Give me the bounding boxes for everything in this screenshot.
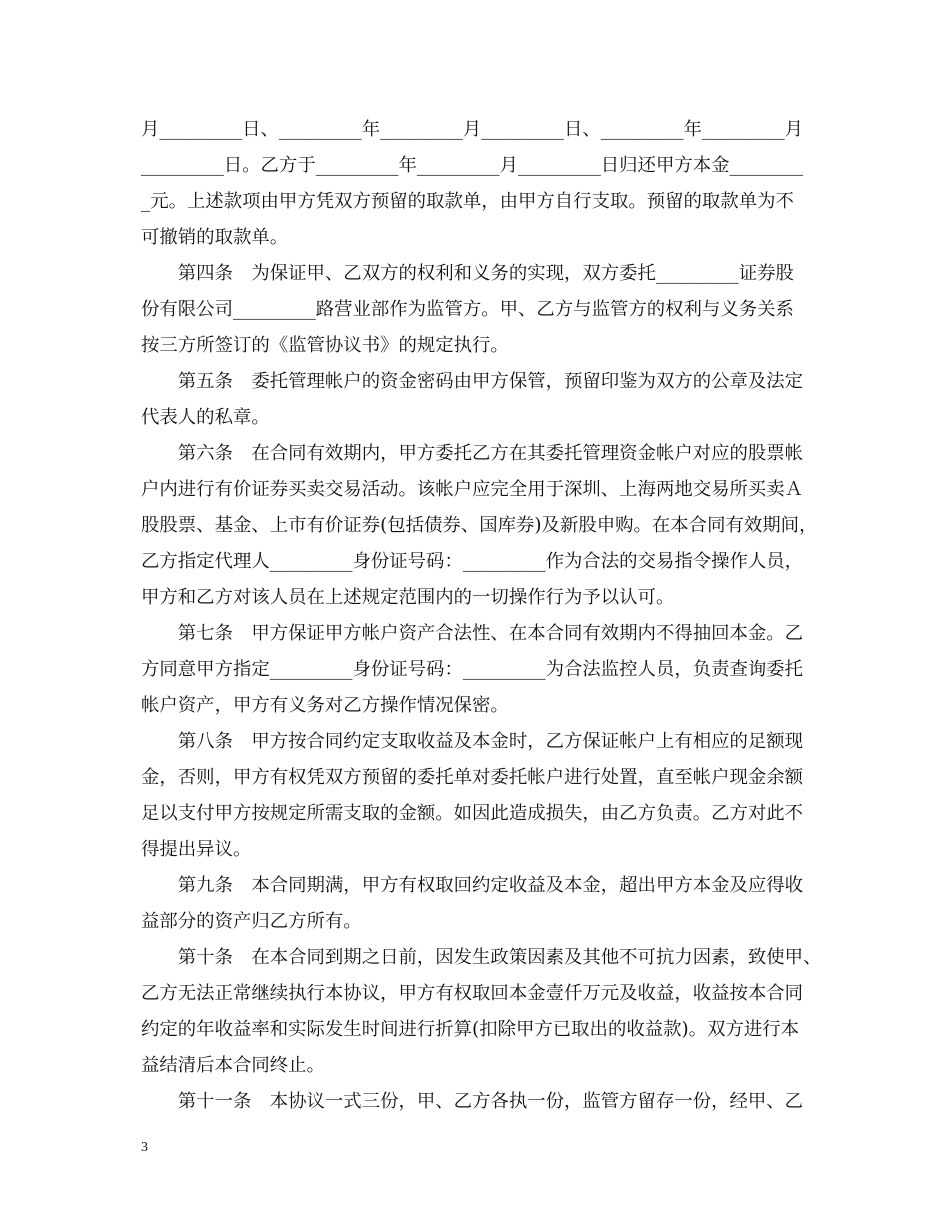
text-line: 甲方和乙方对该人员在上述规定范围内的一切操作行为予以认可。 — [141, 587, 675, 608]
text-line: 足以支付甲方按规定所需支取的金额。如因此造成损失，由乙方负责。乙方对此不 — [141, 803, 804, 824]
text-line: 月_________日、_________年_________月_________日、_________年_________月 — [141, 119, 804, 140]
text-line: 户内进行有价证券买卖交易活动。该帐户应完全用于深圳、上海两地交易所买卖Ａ — [141, 479, 804, 500]
text-line: 第九条 本合同期满，甲方有权取回约定收益及本金，超出甲方本金及应得收 — [141, 875, 804, 896]
text-line: 第六条 在合同有效期内，甲方委托乙方在其委托管理资金帐户对应的股票帐 — [141, 443, 804, 464]
text-line: 按三方所签订的《监管协议书》的规定执行。 — [141, 335, 509, 356]
text-line: 份有限公司_________路营业部作为监管方。甲、乙方与监管方的权利与义务关系 — [141, 299, 794, 320]
text-line: 益部分的资产归乙方所有。 — [141, 911, 362, 932]
text-line: 方同意甲方指定_________身份证号码：_________为合法监控人员，负责查询委托 — [141, 659, 804, 680]
text-line: 第四条 为保证甲、乙双方的权利和义务的实现，双方委托_________证券股 — [141, 263, 794, 284]
text-line: 代表人的私章。 — [141, 407, 270, 428]
text-line: 第八条 甲方按合同约定支取收益及本金时，乙方保证帐户上有相应的足额现 — [141, 731, 804, 752]
text-line: 第五条 委托管理帐户的资金密码由甲方保管，预留印鉴为双方的公章及法定 — [141, 371, 804, 392]
text-line: 得提出异议。 — [141, 839, 252, 860]
text-line: 金，否则，甲方有权凭双方预留的委托单对委托帐户进行处置，直至帐户现金余额 — [141, 767, 804, 788]
page-number: 3 — [141, 1140, 148, 1155]
text-line: 约定的年收益率和实际发生时间进行折算(扣除甲方已取出的收益款)。双方进行本 — [141, 1019, 800, 1040]
text-line: _________日。乙方于_________年_________月_________日归还甲方本金________ — [141, 155, 804, 176]
text-line: 股股票、基金、上市有价证券(包括债券、国库券)及新股申购。在本合同有效期间， — [141, 515, 818, 536]
text-line: 益结清后本合同终止。 — [141, 1055, 325, 1076]
text-line: 乙方无法正常继续执行本协议，甲方有权取回本金壹仟万元及收益，收益按本合同 — [141, 983, 804, 1004]
text-line: 可撤销的取款单。 — [141, 227, 289, 248]
text-line: 第十条 在本合同到期之日前，因发生政策因素及其他不可抗力因素，致使甲、 — [141, 947, 822, 968]
text-line: 乙方指定代理人_________身份证号码：_________作为合法的交易指令操作人员， — [141, 551, 804, 572]
text-line: 第十一条 本协议一式三份，甲、乙方各执一份，监管方留存一份，经甲、乙 — [141, 1091, 804, 1112]
text-line: 第七条 甲方保证甲方帐户资产合法性、在本合同有效期内不得抽回本金。乙 — [141, 623, 804, 644]
text-line: 帐户资产，甲方有义务对乙方操作情况保密。 — [141, 695, 509, 716]
text-line: _元。上述款项由甲方凭双方预留的取款单，由甲方自行支取。预留的取款单为不 — [141, 191, 794, 212]
